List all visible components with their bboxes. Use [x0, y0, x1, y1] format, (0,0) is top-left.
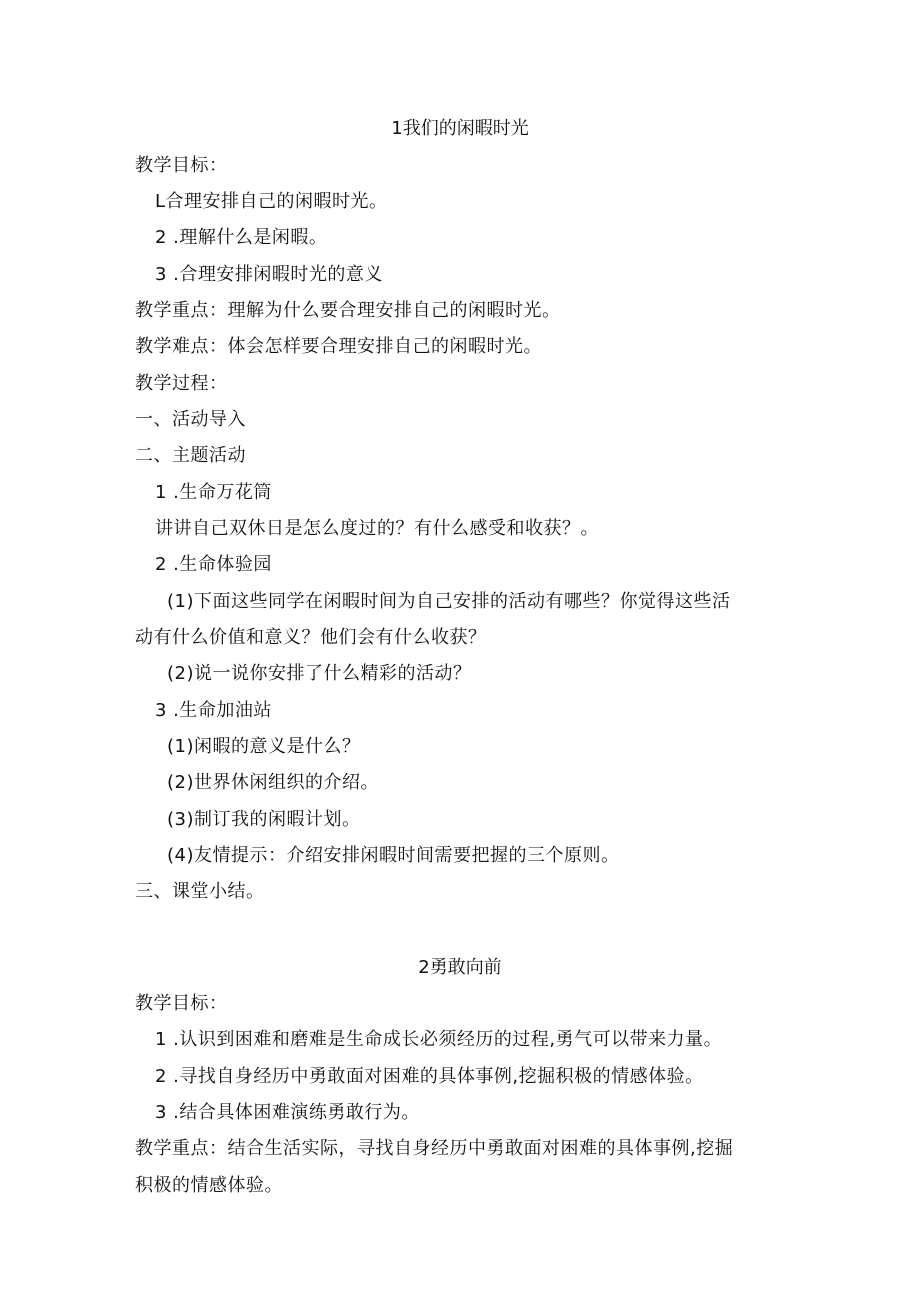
lesson-1-activity-1-text: 讲讲自己双休日是怎么度过的？有什么感受和收获？。 — [155, 518, 599, 539]
lesson-1-step-3: 三、课堂小结。 — [135, 881, 265, 902]
lesson-2-objective-2: 2 .寻找自身经历中勇敢面对困难的具体事例,挖掘积极的情感体验。 — [155, 1066, 704, 1087]
lesson-1-process-label: 教学过程： — [135, 373, 228, 394]
lesson-1-activity-3-item-3: (3)制订我的闲暇计划。 — [167, 809, 361, 830]
lesson-1-activity-2-title: 2 .生命体验园 — [155, 554, 272, 575]
lesson-1-difficulty: 教学难点：体会怎样要合理安排自己的闲暇时光。 — [135, 336, 542, 357]
lesson-1-activity-3-title: 3 .生命加油站 — [155, 700, 272, 721]
lesson-1-objectives-label: 教学目标： — [135, 155, 228, 176]
lesson-1-objective-2: 2 .理解什么是闲暇。 — [155, 227, 328, 248]
lesson-1-step-1: 一、活动导入 — [135, 409, 246, 430]
lesson-1-activity-2-item-1-cont: 动有什么价值和意义？他们会有什么收获？ — [135, 627, 487, 648]
lesson-1-activity-3-item-4: (4)友情提示：介绍安排闲暇时间需要把握的三个原则。 — [167, 845, 620, 866]
lesson-1-activity-2-item-1: (1)下面这些同学在闲暇时间为自己安排的活动有哪些？你觉得这些活 — [167, 591, 731, 612]
lesson-1-activity-3-item-2: (2)世界休闲组织的介绍。 — [167, 772, 379, 793]
lesson-1-step-2: 二、主题活动 — [135, 445, 246, 466]
lesson-1-objective-3: 3 .合理安排闲暇时光的意义 — [155, 264, 383, 285]
lesson-1-key-point: 教学重点：理解为什么要合理安排自己的闲暇时光。 — [135, 300, 561, 321]
lesson-2-key-point-cont: 积极的情感体验。 — [135, 1175, 283, 1196]
lesson-1-activity-1-title: 1 .生命万花筒 — [155, 482, 272, 503]
lesson-2-key-point: 教学重点：结合生活实际，寻找自身经历中勇敢面对困难的具体事例,挖掘 — [135, 1138, 734, 1159]
lesson-2-objective-1: 1 .认识到困难和磨难是生命成长必须经历的过程,勇气可以带来力量。 — [155, 1029, 723, 1050]
lesson-1-activity-2-item-2: (2)说一说你安排了什么精彩的活动？ — [167, 663, 472, 684]
lesson-2-objectives-label: 教学目标： — [135, 993, 228, 1014]
lesson-1-objective-1: L合理安排自己的闲暇时光。 — [155, 191, 388, 212]
lesson-2-title: 2勇敢向前 — [418, 957, 502, 978]
lesson-2-objective-3: 3 .结合具体困难演练勇敢行为。 — [155, 1102, 420, 1123]
lesson-1-title: 1我们的闲暇时光 — [391, 118, 529, 139]
lesson-1-activity-3-item-1: (1)闲暇的意义是什么？ — [167, 736, 361, 757]
